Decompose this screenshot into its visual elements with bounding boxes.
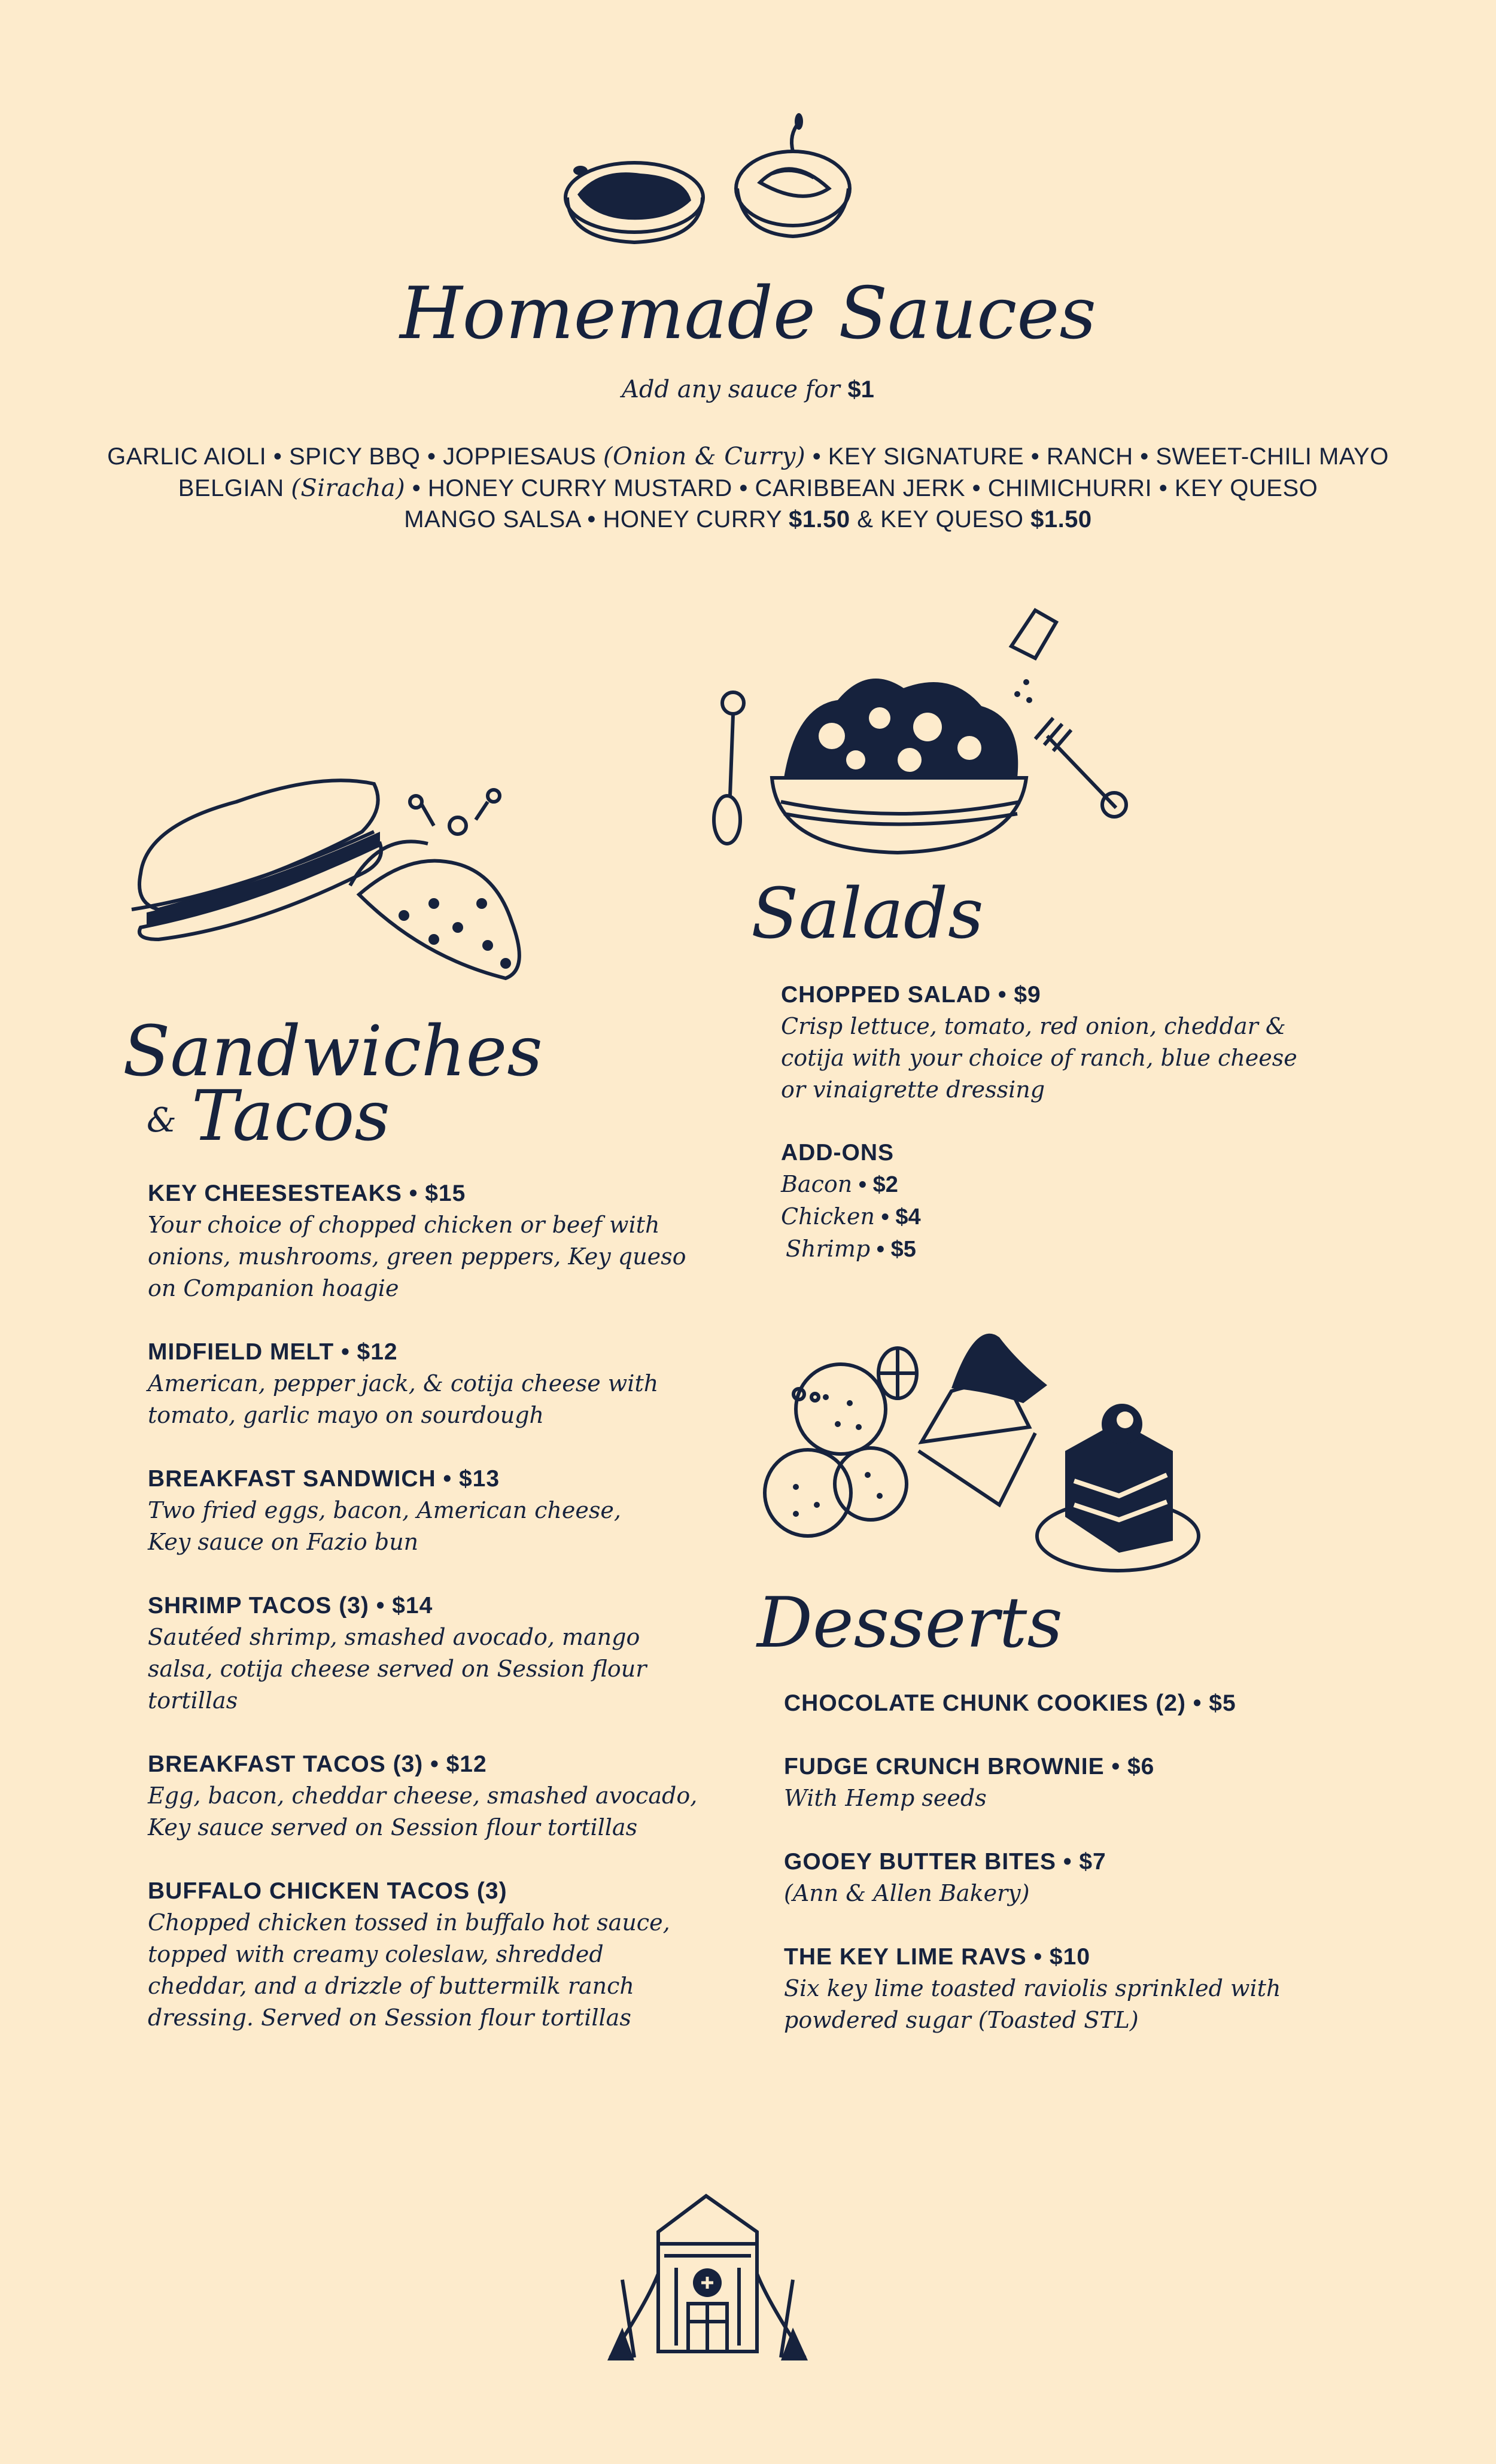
desserts-icon xyxy=(760,1313,1203,1571)
menu-item-name: BUFFALO CHICKEN TACOS (3) xyxy=(148,1878,507,1904)
menu-item-desc-line: Key sauce served on Session flour tortillas xyxy=(148,1814,638,1841)
addon-row xyxy=(781,1233,921,1266)
addon-row xyxy=(781,1169,921,1201)
menu-item-name: MIDFIELD MELT • $12 xyxy=(148,1339,398,1365)
addon-label: Shrimp xyxy=(786,1236,871,1262)
addons-title: ADD-ONS xyxy=(781,1140,894,1166)
sauce-text: & KEY QUESO xyxy=(850,506,1031,533)
menu-item-desc-line: Sautéed shrimp, smashed avocado, mango xyxy=(148,1624,640,1650)
menu-item-desc-line: American, pepper jack, & cotija cheese with xyxy=(148,1370,659,1397)
sauces-title: Homemade Sauces xyxy=(400,272,1096,355)
sandwiches-title-line-2: Tacos xyxy=(191,1076,390,1157)
menu-item-name: KEY CHEESESTEAKS • $15 xyxy=(148,1181,466,1206)
dessert-item-name: CHOCOLATE CHUNK COOKIES (2) • $5 xyxy=(784,1690,1236,1716)
menu-item xyxy=(148,1463,621,1558)
dessert-item xyxy=(784,1687,1236,1719)
dessert-item-desc-line: With Hemp seeds xyxy=(784,1785,987,1811)
sauce-list-line-2 xyxy=(0,474,1496,502)
menu-item-desc-line: tortillas xyxy=(148,1687,238,1714)
sandwiches-title-amp: & xyxy=(147,1101,177,1140)
salad-addons xyxy=(781,1137,921,1266)
sauce-text: GARLIC AIOLI • SPICY BBQ • JOPPIESAUS xyxy=(107,443,603,470)
sauce-text: BELGIAN xyxy=(178,475,291,501)
sandwich-taco-icon xyxy=(123,766,565,993)
menu-item-desc-line: Key sauce on Fazio bun xyxy=(148,1529,419,1555)
key-building-logo xyxy=(598,2184,817,2363)
dessert-item xyxy=(784,1751,1154,1814)
sauce-text: MANGO SALSA • HONEY CURRY xyxy=(404,506,789,533)
addon-price: • $2 xyxy=(852,1172,898,1197)
sauce-price: $1.50 xyxy=(789,506,850,533)
sauce-text: • KEY SIGNATURE • RANCH • SWEET-CHILI MAYO xyxy=(805,443,1389,470)
salads-title: Salads xyxy=(751,874,984,954)
sauce-text-italic: (Siracha) xyxy=(291,474,406,502)
menu-item-desc-line: topped with creamy coleslaw, shredded xyxy=(148,1941,604,1967)
menu-item-desc-line: Chopped chicken tossed in buffalo hot sauce, xyxy=(148,1909,670,1936)
addon-row xyxy=(781,1201,921,1233)
salad-item-name: CHOPPED SALAD • $9 xyxy=(781,982,1041,1008)
menu-item-name: BREAKFAST SANDWICH • $13 xyxy=(148,1466,500,1492)
menu-item-name: SHRIMP TACOS (3) • $14 xyxy=(148,1593,433,1619)
salad-item-desc-line: cotija with your choice of ranch, blue cheese xyxy=(781,1045,1297,1071)
dessert-item xyxy=(784,1846,1106,1909)
addon-label: Chicken xyxy=(781,1203,875,1230)
menu-item-desc-line: on Companion hoagie xyxy=(148,1275,399,1301)
menu-item xyxy=(148,1748,697,1844)
menu-item-desc-line: cheddar, and a drizzle of buttermilk ranch xyxy=(148,1973,634,1999)
dessert-item-name: THE KEY LIME RAVS • $10 xyxy=(784,1944,1091,1970)
menu-item-desc-line: Egg, bacon, cheddar cheese, smashed avocado, xyxy=(148,1782,698,1809)
dessert-item-name: FUDGE CRUNCH BROWNIE • $6 xyxy=(784,1754,1155,1779)
sauce-bowls-icon xyxy=(562,111,862,254)
dessert-item xyxy=(784,1941,1281,2036)
menu-item-desc-line: onions, mushrooms, green peppers, Key queso xyxy=(148,1243,686,1270)
addon-price: • $4 xyxy=(874,1204,921,1230)
dessert-item-desc-line: Six key lime toasted raviolis sprinkled with xyxy=(784,1975,1281,2001)
menu-item-desc-line: dressing. Served on Session flour tortillas xyxy=(148,2004,631,2031)
menu-item xyxy=(148,1178,686,1304)
menu-item xyxy=(148,1590,646,1717)
sauce-list-line-3 xyxy=(0,506,1496,533)
salad-item xyxy=(781,979,1297,1106)
dessert-item-name: GOOEY BUTTER BITES • $7 xyxy=(784,1849,1106,1875)
menu-item-desc-line: salsa, cotija cheese served on Session flour xyxy=(148,1656,647,1682)
dessert-item-desc-line: powdered sugar (Toasted STL) xyxy=(784,2007,1139,2033)
menu-item-desc-line: tomato, garlic mayo on sourdough xyxy=(148,1402,544,1428)
salad-bowl-icon xyxy=(700,598,1143,868)
salad-item-desc-line: Crisp lettuce, tomato, red onion, cheddar & xyxy=(781,1013,1286,1039)
dessert-item-desc-line: (Ann & Allen Bakery) xyxy=(784,1880,1030,1906)
sauce-price: $1.50 xyxy=(1030,506,1092,533)
menu-item-desc-line: Two fried eggs, bacon, American cheese, xyxy=(148,1497,621,1523)
desserts-title: Desserts xyxy=(757,1583,1063,1663)
salad-item-desc-line: or vinaigrette dressing xyxy=(781,1076,1045,1103)
menu-item-name: BREAKFAST TACOS (3) • $12 xyxy=(148,1751,487,1777)
addon-label: Bacon xyxy=(781,1171,853,1197)
sauce-text-italic: (Onion & Curry) xyxy=(603,443,806,470)
sauce-note-price: $1 xyxy=(847,376,874,403)
menu-item xyxy=(148,1336,658,1431)
sandwiches-title-line-1: Sandwiches xyxy=(123,1011,543,1092)
menu-item-desc-line: Your choice of chopped chicken or beef with xyxy=(148,1212,660,1238)
sauce-note-text: Add any sauce for xyxy=(622,376,848,403)
addon-price: • $5 xyxy=(870,1237,916,1262)
sauce-price-note xyxy=(0,376,1496,403)
sauce-list-line-1 xyxy=(0,443,1496,470)
menu-item xyxy=(148,1875,670,2034)
sauce-text: • HONEY CURRY MUSTARD • CARIBBEAN JERK • CHIMICHURRI • KEY QUESO xyxy=(405,475,1318,501)
